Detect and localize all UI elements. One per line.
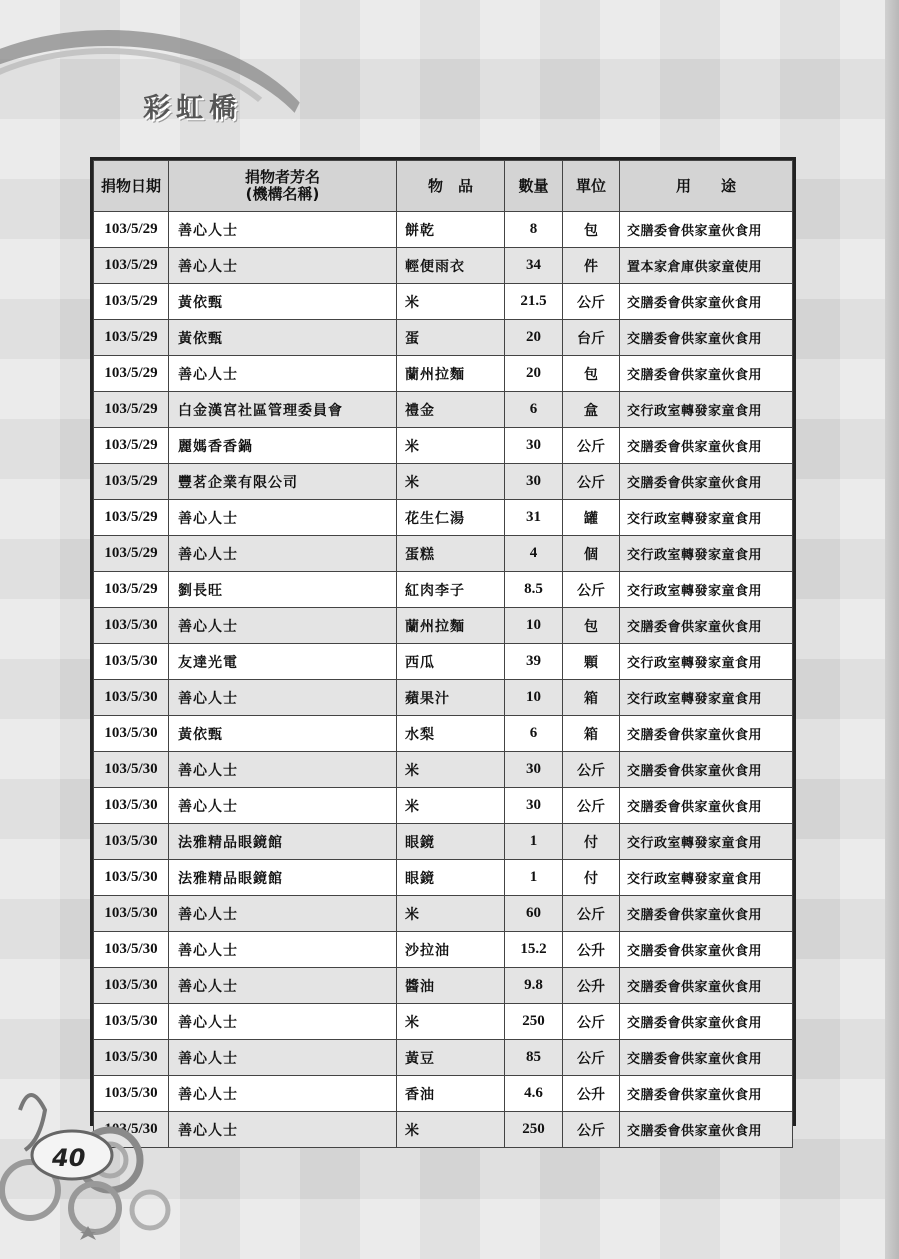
table-row bbox=[94, 572, 793, 608]
cell-donor: 善心人士 bbox=[169, 608, 397, 644]
cell-date: 103/5/30 bbox=[94, 1004, 169, 1040]
cell-donor: 善心人士 bbox=[169, 680, 397, 716]
cell-use: 交膳委會供家童伙食用 bbox=[620, 716, 793, 752]
cell-donor: 善心人士 bbox=[169, 752, 397, 788]
cell-use: 交膳委會供家童伙食用 bbox=[620, 1112, 793, 1148]
cell-item: 米 bbox=[397, 284, 505, 320]
cell-use: 交行政室轉發家童食用 bbox=[620, 680, 793, 716]
cell-use: 交膳委會供家童伙食用 bbox=[620, 968, 793, 1004]
cell-date: 103/5/29 bbox=[94, 464, 169, 500]
cell-qty: 60 bbox=[505, 896, 563, 932]
cell-unit: 罐 bbox=[563, 500, 620, 536]
cell-unit: 付 bbox=[563, 860, 620, 896]
cell-item: 香油 bbox=[397, 1076, 505, 1112]
cell-use: 交行政室轉發家童食用 bbox=[620, 860, 793, 896]
cell-date: 103/5/29 bbox=[94, 536, 169, 572]
cell-date: 103/5/30 bbox=[94, 716, 169, 752]
table-row bbox=[94, 464, 793, 500]
cell-item: 禮金 bbox=[397, 392, 505, 428]
cell-unit: 顆 bbox=[563, 644, 620, 680]
cell-donor: 善心人士 bbox=[169, 536, 397, 572]
cell-item: 米 bbox=[397, 896, 505, 932]
cell-unit: 公斤 bbox=[563, 1040, 620, 1076]
page-edge-shadow bbox=[885, 0, 899, 1259]
table-row bbox=[94, 896, 793, 932]
cell-unit: 箱 bbox=[563, 680, 620, 716]
cell-item: 蘭州拉麵 bbox=[397, 608, 505, 644]
cell-use: 交膳委會供家童伙食用 bbox=[620, 932, 793, 968]
cell-qty: 10 bbox=[505, 680, 563, 716]
donation-table-container bbox=[90, 157, 796, 1139]
cell-donor: 法雅精品眼鏡館 bbox=[169, 860, 397, 896]
cell-donor: 白金漢宮社區管理委員會 bbox=[169, 392, 397, 428]
cell-item: 蛋糕 bbox=[397, 536, 505, 572]
header-item: 物 品 bbox=[397, 161, 505, 212]
cell-unit: 公斤 bbox=[563, 1004, 620, 1040]
header-donor-line1: 捐物者芳名 bbox=[244, 168, 320, 186]
cell-donor: 善心人士 bbox=[169, 1040, 397, 1076]
cell-item: 醬油 bbox=[397, 968, 505, 1004]
cell-date: 103/5/29 bbox=[94, 500, 169, 536]
cell-qty: 250 bbox=[505, 1112, 563, 1148]
table-row bbox=[94, 680, 793, 716]
header-qty: 數量 bbox=[505, 161, 563, 212]
cell-donor: 法雅精品眼鏡館 bbox=[169, 824, 397, 860]
cell-use: 交膳委會供家童伙食用 bbox=[620, 212, 793, 248]
section-title: 彩虹橋 bbox=[143, 93, 242, 124]
cell-qty: 4 bbox=[505, 536, 563, 572]
table-row bbox=[94, 248, 793, 284]
cell-item: 黃豆 bbox=[397, 1040, 505, 1076]
cell-qty: 15.2 bbox=[505, 932, 563, 968]
cell-donor: 黃依甄 bbox=[169, 716, 397, 752]
cell-qty: 8 bbox=[505, 212, 563, 248]
cell-donor: 善心人士 bbox=[169, 1112, 397, 1148]
cell-date: 103/5/30 bbox=[94, 896, 169, 932]
cell-donor: 善心人士 bbox=[169, 896, 397, 932]
cell-unit: 公斤 bbox=[563, 752, 620, 788]
cell-use: 交膳委會供家童伙食用 bbox=[620, 320, 793, 356]
cell-item: 餅乾 bbox=[397, 212, 505, 248]
cell-use: 交膳委會供家童伙食用 bbox=[620, 1040, 793, 1076]
cell-use: 交行政室轉發家童食用 bbox=[620, 572, 793, 608]
cell-donor: 善心人士 bbox=[169, 968, 397, 1004]
cell-donor: 友達光電 bbox=[169, 644, 397, 680]
cell-qty: 1 bbox=[505, 824, 563, 860]
cell-date: 103/5/30 bbox=[94, 860, 169, 896]
cell-unit: 個 bbox=[563, 536, 620, 572]
cell-date: 103/5/29 bbox=[94, 212, 169, 248]
cell-qty: 34 bbox=[505, 248, 563, 284]
cell-item: 沙拉油 bbox=[397, 932, 505, 968]
table-row bbox=[94, 284, 793, 320]
cell-use: 交行政室轉發家童食用 bbox=[620, 824, 793, 860]
cell-qty: 8.5 bbox=[505, 572, 563, 608]
donation-table bbox=[93, 160, 793, 1148]
cell-date: 103/5/29 bbox=[94, 248, 169, 284]
cell-unit: 件 bbox=[563, 248, 620, 284]
table-row bbox=[94, 860, 793, 896]
cell-qty: 10 bbox=[505, 608, 563, 644]
cell-date: 103/5/30 bbox=[94, 1076, 169, 1112]
cell-unit: 公斤 bbox=[563, 896, 620, 932]
cell-use: 交膳委會供家童伙食用 bbox=[620, 1004, 793, 1040]
cell-unit: 包 bbox=[563, 608, 620, 644]
cell-unit: 公斤 bbox=[563, 428, 620, 464]
cell-qty: 4.6 bbox=[505, 1076, 563, 1112]
cell-qty: 30 bbox=[505, 428, 563, 464]
cell-use: 交膳委會供家童伙食用 bbox=[620, 284, 793, 320]
cell-date: 103/5/29 bbox=[94, 428, 169, 464]
cell-qty: 20 bbox=[505, 356, 563, 392]
cell-date: 103/5/29 bbox=[94, 284, 169, 320]
cell-date: 103/5/29 bbox=[94, 572, 169, 608]
table-row bbox=[94, 1112, 793, 1148]
cell-use: 交行政室轉發家童食用 bbox=[620, 500, 793, 536]
cell-qty: 20 bbox=[505, 320, 563, 356]
cell-qty: 250 bbox=[505, 1004, 563, 1040]
header-donor bbox=[169, 161, 397, 212]
table-row bbox=[94, 500, 793, 536]
cell-qty: 31 bbox=[505, 500, 563, 536]
cell-date: 103/5/30 bbox=[94, 968, 169, 1004]
cell-donor: 善心人士 bbox=[169, 788, 397, 824]
header-unit: 單位 bbox=[563, 161, 620, 212]
cell-unit: 盒 bbox=[563, 392, 620, 428]
table-row bbox=[94, 788, 793, 824]
table-row bbox=[94, 428, 793, 464]
cell-unit: 公升 bbox=[563, 1076, 620, 1112]
cell-qty: 9.8 bbox=[505, 968, 563, 1004]
cell-unit: 箱 bbox=[563, 716, 620, 752]
cell-date: 103/5/30 bbox=[94, 1040, 169, 1076]
cell-date: 103/5/29 bbox=[94, 356, 169, 392]
cell-use: 交膳委會供家童伙食用 bbox=[620, 896, 793, 932]
cell-donor: 善心人士 bbox=[169, 356, 397, 392]
cell-unit: 公升 bbox=[563, 932, 620, 968]
table-row bbox=[94, 212, 793, 248]
cell-qty: 30 bbox=[505, 464, 563, 500]
cell-unit: 公斤 bbox=[563, 572, 620, 608]
table-row bbox=[94, 1040, 793, 1076]
cell-unit: 公升 bbox=[563, 968, 620, 1004]
cell-qty: 21.5 bbox=[505, 284, 563, 320]
cell-item: 米 bbox=[397, 788, 505, 824]
cell-donor: 麗媽香香鍋 bbox=[169, 428, 397, 464]
cell-unit: 公斤 bbox=[563, 1112, 620, 1148]
cell-donor: 豐茗企業有限公司 bbox=[169, 464, 397, 500]
cell-date: 103/5/30 bbox=[94, 644, 169, 680]
table-row bbox=[94, 932, 793, 968]
table-row bbox=[94, 356, 793, 392]
cell-use: 交行政室轉發家童食用 bbox=[620, 644, 793, 680]
table-row bbox=[94, 608, 793, 644]
cell-unit: 公斤 bbox=[563, 464, 620, 500]
cell-unit: 公斤 bbox=[563, 284, 620, 320]
cell-use: 交膳委會供家童伙食用 bbox=[620, 428, 793, 464]
cell-unit: 包 bbox=[563, 212, 620, 248]
cell-item: 花生仁湯 bbox=[397, 500, 505, 536]
cell-donor: 善心人士 bbox=[169, 1076, 397, 1112]
table-row bbox=[94, 716, 793, 752]
page-number: 40 bbox=[52, 1144, 86, 1172]
cell-date: 103/5/29 bbox=[94, 320, 169, 356]
cell-donor: 黃依甄 bbox=[169, 284, 397, 320]
cell-use: 交行政室轉發家童食用 bbox=[620, 536, 793, 572]
cell-item: 西瓜 bbox=[397, 644, 505, 680]
table-row bbox=[94, 644, 793, 680]
cell-unit: 付 bbox=[563, 824, 620, 860]
cell-date: 103/5/30 bbox=[94, 932, 169, 968]
cell-donor: 善心人士 bbox=[169, 500, 397, 536]
cell-donor: 善心人士 bbox=[169, 248, 397, 284]
cell-use: 交膳委會供家童伙食用 bbox=[620, 788, 793, 824]
cell-donor: 善心人士 bbox=[169, 212, 397, 248]
table-row bbox=[94, 392, 793, 428]
cell-date: 103/5/30 bbox=[94, 824, 169, 860]
table-row bbox=[94, 1076, 793, 1112]
circle-decoration bbox=[0, 1090, 180, 1259]
cell-use: 交膳委會供家童伙食用 bbox=[620, 356, 793, 392]
table-row bbox=[94, 320, 793, 356]
cell-date: 103/5/29 bbox=[94, 392, 169, 428]
cell-qty: 30 bbox=[505, 788, 563, 824]
cell-item: 眼鏡 bbox=[397, 860, 505, 896]
cell-qty: 30 bbox=[505, 752, 563, 788]
header-use: 用 途 bbox=[620, 161, 793, 212]
cell-donor: 黃依甄 bbox=[169, 320, 397, 356]
cell-unit: 包 bbox=[563, 356, 620, 392]
header-donor-line2: (機構名稱) bbox=[245, 185, 320, 203]
cell-date: 103/5/30 bbox=[94, 1112, 169, 1148]
table-row bbox=[94, 968, 793, 1004]
cell-item: 米 bbox=[397, 1112, 505, 1148]
cell-qty: 39 bbox=[505, 644, 563, 680]
cell-date: 103/5/30 bbox=[94, 752, 169, 788]
cell-use: 置本家倉庫供家童使用 bbox=[620, 248, 793, 284]
table-row bbox=[94, 752, 793, 788]
cell-item: 眼鏡 bbox=[397, 824, 505, 860]
cell-qty: 6 bbox=[505, 392, 563, 428]
cell-use: 交膳委會供家童伙食用 bbox=[620, 608, 793, 644]
header-date: 捐物日期 bbox=[94, 161, 169, 212]
cell-item: 蘭州拉麵 bbox=[397, 356, 505, 392]
cell-qty: 85 bbox=[505, 1040, 563, 1076]
cell-item: 米 bbox=[397, 464, 505, 500]
cell-qty: 1 bbox=[505, 860, 563, 896]
table-header-row bbox=[94, 161, 793, 212]
cell-item: 蛋 bbox=[397, 320, 505, 356]
cell-qty: 6 bbox=[505, 716, 563, 752]
cell-use: 交膳委會供家童伙食用 bbox=[620, 1076, 793, 1112]
cell-item: 輕便雨衣 bbox=[397, 248, 505, 284]
cell-item: 紅肉李子 bbox=[397, 572, 505, 608]
cell-donor: 劉長旺 bbox=[169, 572, 397, 608]
cell-date: 103/5/30 bbox=[94, 680, 169, 716]
table-row bbox=[94, 1004, 793, 1040]
cell-date: 103/5/30 bbox=[94, 608, 169, 644]
cell-item: 蘋果汁 bbox=[397, 680, 505, 716]
cell-item: 米 bbox=[397, 428, 505, 464]
cell-item: 水梨 bbox=[397, 716, 505, 752]
table-row bbox=[94, 824, 793, 860]
table-row bbox=[94, 536, 793, 572]
table-body bbox=[94, 212, 793, 1148]
cell-date: 103/5/30 bbox=[94, 788, 169, 824]
cell-donor: 善心人士 bbox=[169, 932, 397, 968]
cell-use: 交膳委會供家童伙食用 bbox=[620, 464, 793, 500]
cell-use: 交行政室轉發家童食用 bbox=[620, 392, 793, 428]
cell-item: 米 bbox=[397, 1004, 505, 1040]
cell-unit: 公斤 bbox=[563, 788, 620, 824]
cell-unit: 台斤 bbox=[563, 320, 620, 356]
cell-donor: 善心人士 bbox=[169, 1004, 397, 1040]
cell-use: 交膳委會供家童伙食用 bbox=[620, 752, 793, 788]
cell-item: 米 bbox=[397, 752, 505, 788]
